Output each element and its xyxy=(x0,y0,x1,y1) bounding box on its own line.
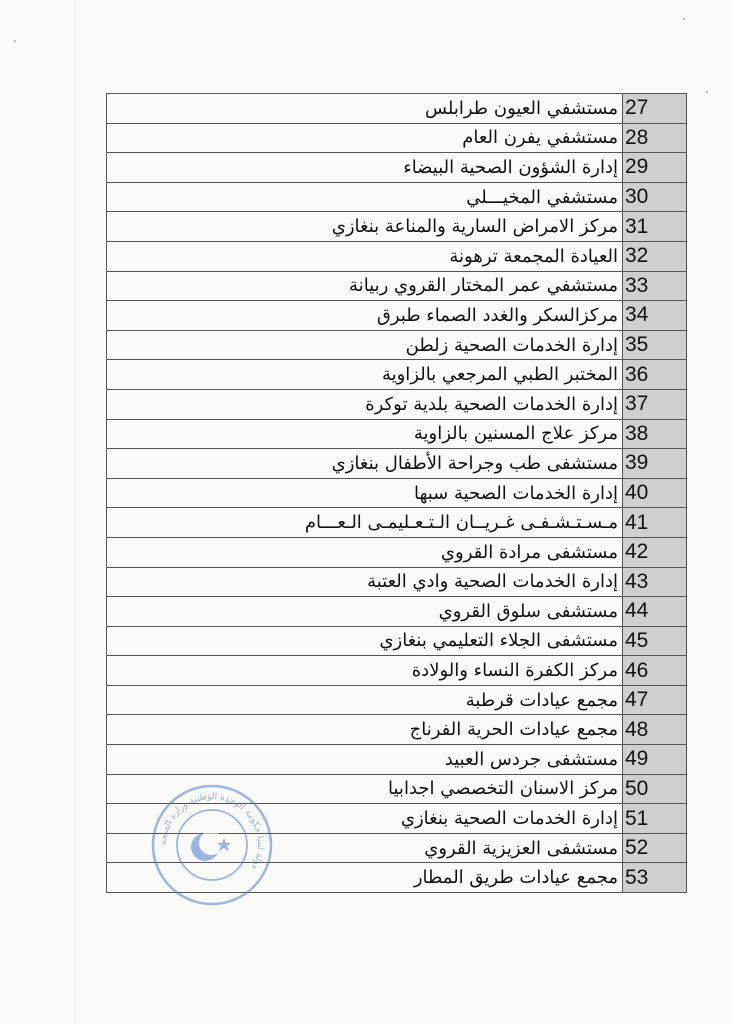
row-number: 42 xyxy=(622,538,686,567)
facility-name: مركز علاج المسنين بالزاوية xyxy=(413,423,618,445)
table-row xyxy=(107,597,686,627)
row-number: 49 xyxy=(622,745,686,774)
row-number: 43 xyxy=(622,568,686,597)
facility-name: مستشفي يفرن العام xyxy=(462,127,618,149)
table-row xyxy=(107,242,686,272)
table-row xyxy=(107,568,686,598)
facility-name: مجمع عيادات الحرية الفرناج xyxy=(409,719,618,741)
row-number: 32 xyxy=(622,242,686,271)
facility-name: إدارة الشؤون الصحية البيضاء xyxy=(403,156,618,178)
row-number: 41 xyxy=(622,508,686,537)
table-row xyxy=(107,420,686,450)
stamp-text: دولة ليبيا حكومة الوحدة الوطنية وزارة الصحة xyxy=(158,791,266,871)
table-row xyxy=(107,508,686,538)
scan-speck xyxy=(706,91,708,93)
row-number: 27 xyxy=(622,94,686,123)
crescent-star-icon xyxy=(191,831,231,861)
table-row xyxy=(107,360,686,390)
row-number: 39 xyxy=(622,449,686,478)
facility-name: مستشفى جردس العبيد xyxy=(444,748,618,770)
facility-name: إدارة الخدمات الصحية وادي العتبة xyxy=(367,571,618,593)
facility-name: إدارة الخدمات الصحية سبها xyxy=(413,482,618,504)
facility-name: مستشفى الجلاء التعليمي بنغازي xyxy=(379,630,618,652)
facility-name: إدارة الخدمات الصحية بنغازي xyxy=(400,808,618,830)
table-row xyxy=(107,745,686,775)
facility-name: مجمع عيادات طريق المطار xyxy=(413,867,618,889)
table-row xyxy=(107,94,686,124)
table-row xyxy=(107,272,686,302)
row-number: 29 xyxy=(622,153,686,182)
table-row xyxy=(107,212,686,242)
facility-name: مستشفى سلوق القروي xyxy=(438,600,618,622)
scan-speck xyxy=(14,40,16,42)
facility-name: المختبر الطبي المرجعي بالزاوية xyxy=(381,364,618,386)
table-row xyxy=(107,301,686,331)
row-number: 48 xyxy=(622,715,686,744)
row-number: 31 xyxy=(622,212,686,241)
row-number: 40 xyxy=(622,479,686,508)
facility-name: مستشفى مرادة القروي xyxy=(440,541,618,563)
facility-name: مركز الاسنان التخصصي اجدابيا xyxy=(388,778,618,800)
row-number: 34 xyxy=(622,301,686,330)
table-row xyxy=(107,686,686,716)
facility-name: مركزالسكر والغدد الصماء طبرق xyxy=(376,304,618,326)
row-number: 52 xyxy=(622,834,686,863)
facilities-table xyxy=(106,93,687,893)
facility-name: مركز الامراض السارية والمناعة بنغازي xyxy=(331,216,618,238)
row-number: 50 xyxy=(622,775,686,804)
facility-name: مـسـتـشـفـى غـريــان الـتـعـليمـى الـعـــام xyxy=(304,512,618,534)
page-edge xyxy=(74,0,75,1024)
facility-name: مستشفي عمر المختار القروي ربيانة xyxy=(349,275,618,297)
row-number: 51 xyxy=(622,804,686,833)
row-number: 30 xyxy=(622,183,686,212)
table-row xyxy=(107,715,686,745)
facility-name: مستشفى العزيزية القروي xyxy=(424,837,618,859)
row-number: 46 xyxy=(622,656,686,685)
table-row xyxy=(107,390,686,420)
facility-name: مستشفي العيون طرابلس xyxy=(424,97,618,119)
table-row xyxy=(107,153,686,183)
row-number: 38 xyxy=(622,420,686,449)
table-row xyxy=(107,538,686,568)
ministry-stamp xyxy=(150,783,274,907)
row-number: 35 xyxy=(622,331,686,360)
row-number: 44 xyxy=(622,597,686,626)
table-row xyxy=(107,479,686,509)
row-number: 47 xyxy=(622,686,686,715)
row-number: 36 xyxy=(622,360,686,389)
table-row xyxy=(107,331,686,361)
facility-name: مستشفي المخيـــلي xyxy=(466,186,618,208)
row-number: 45 xyxy=(622,627,686,656)
table-row xyxy=(107,183,686,213)
scan-speck xyxy=(683,18,685,20)
table-row xyxy=(107,627,686,657)
facility-name: إدارة الخدمات الصحية بلدية توكرة xyxy=(365,393,618,415)
row-number: 37 xyxy=(622,390,686,419)
row-number: 28 xyxy=(622,124,686,153)
facility-name: مجمع عيادات قرطبة xyxy=(465,689,618,711)
facility-name: مستشفى طب وجراحة الأطفال بنغازي xyxy=(331,452,618,474)
table-row xyxy=(107,124,686,154)
table-row xyxy=(107,656,686,686)
facility-name: مركز الكفرة النساء والولادة xyxy=(411,660,618,682)
row-number: 33 xyxy=(622,272,686,301)
facility-name: العيادة المجمعة ترهونة xyxy=(449,245,618,267)
row-number: 53 xyxy=(622,863,686,892)
table-row xyxy=(107,449,686,479)
facility-name: إدارة الخدمات الصحية زلطن xyxy=(405,334,618,356)
